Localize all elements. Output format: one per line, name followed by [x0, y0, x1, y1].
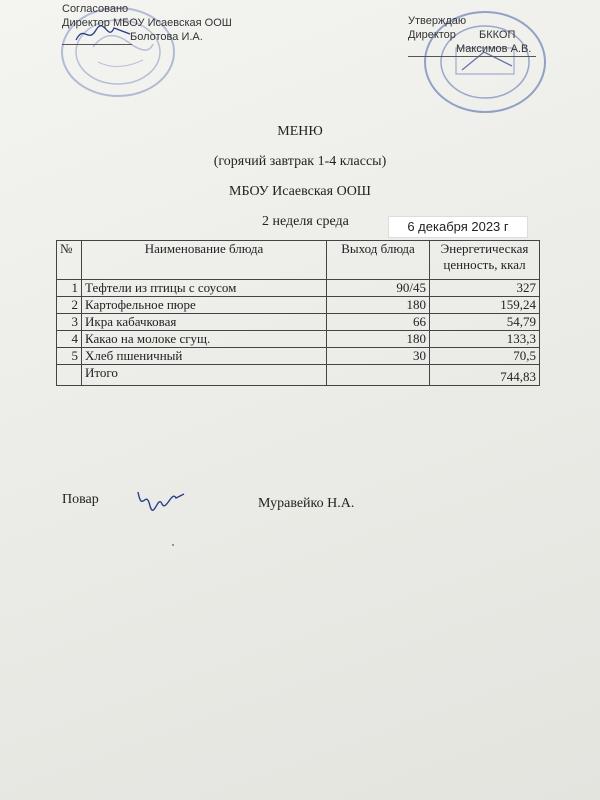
- table-row: [57, 314, 540, 331]
- table-row: [57, 297, 540, 314]
- approval-left-line2: Директор МБОУ Исаевская ООШ: [62, 17, 232, 29]
- row-no: 5: [57, 348, 82, 365]
- row-no: 3: [57, 314, 82, 331]
- approval-right-line1: Утверждаю: [408, 15, 467, 27]
- row-no: 2: [57, 297, 82, 314]
- header-energy: Энергетическая ценность, ккал: [430, 241, 540, 280]
- school-name: МБОУ Исаевская ООШ: [229, 184, 371, 199]
- header-no: №: [57, 241, 82, 280]
- row-energy: 70,5: [430, 348, 540, 365]
- signature-line-right: [408, 56, 536, 57]
- row-output: 180: [327, 331, 430, 348]
- row-no: 1: [57, 280, 82, 297]
- row-output: 90/45: [327, 280, 430, 297]
- table-header-row: [57, 241, 540, 280]
- cook-signature-icon: [132, 484, 188, 524]
- approval-right-line3: Максимов А.В.: [456, 43, 532, 55]
- total-label: Итого: [82, 365, 327, 386]
- row-name: Икра кабачковая: [82, 314, 327, 331]
- row-energy: 327: [430, 280, 540, 297]
- row-no: 4: [57, 331, 82, 348]
- header-output: Выход блюда: [327, 241, 430, 280]
- approval-right: [408, 14, 531, 56]
- approval-left-line3: Болотова И.А.: [130, 31, 203, 43]
- approval-right-line2-row: [408, 28, 531, 42]
- menu-table: [56, 240, 540, 386]
- approval-right-line2b: БККОП: [478, 29, 516, 41]
- table-row: [57, 348, 540, 365]
- row-energy: 159,24: [430, 297, 540, 314]
- row-output: 30: [327, 348, 430, 365]
- date-label: 6 декабря 2023 г: [388, 216, 528, 238]
- row-energy: 133,3: [430, 331, 540, 348]
- dot-mark: [172, 544, 174, 546]
- row-name: Тефтели из птицы с соусом: [82, 280, 327, 297]
- table-row: [57, 331, 540, 348]
- row-output: 180: [327, 297, 430, 314]
- header-name: Наименование блюда: [82, 241, 327, 280]
- row-name: Какао на молоке сгущ.: [82, 331, 327, 348]
- row-output: 66: [327, 314, 430, 331]
- page-subtitle: (горячий завтрак 1-4 классы): [213, 154, 387, 169]
- row-name: Картофельное пюре: [82, 297, 327, 314]
- table-total-row: [57, 365, 540, 386]
- page-title: МЕНЮ: [277, 124, 323, 139]
- approval-left: [62, 2, 232, 44]
- signature-line-left: [62, 44, 132, 45]
- approval-right-line2: Директор: [408, 29, 456, 41]
- cook-name: Муравейко Н.А.: [258, 496, 355, 511]
- row-energy: 54,79: [430, 314, 540, 331]
- approval-left-line1: Согласовано: [62, 3, 129, 15]
- week-day: 2 неделя среда: [262, 214, 349, 229]
- cook-role: Повар: [62, 492, 99, 507]
- total-energy: 744,83: [430, 365, 540, 386]
- total-no: [57, 365, 82, 386]
- row-name: Хлеб пшеничный: [82, 348, 327, 365]
- total-output: [327, 365, 430, 386]
- table-row: [57, 280, 540, 297]
